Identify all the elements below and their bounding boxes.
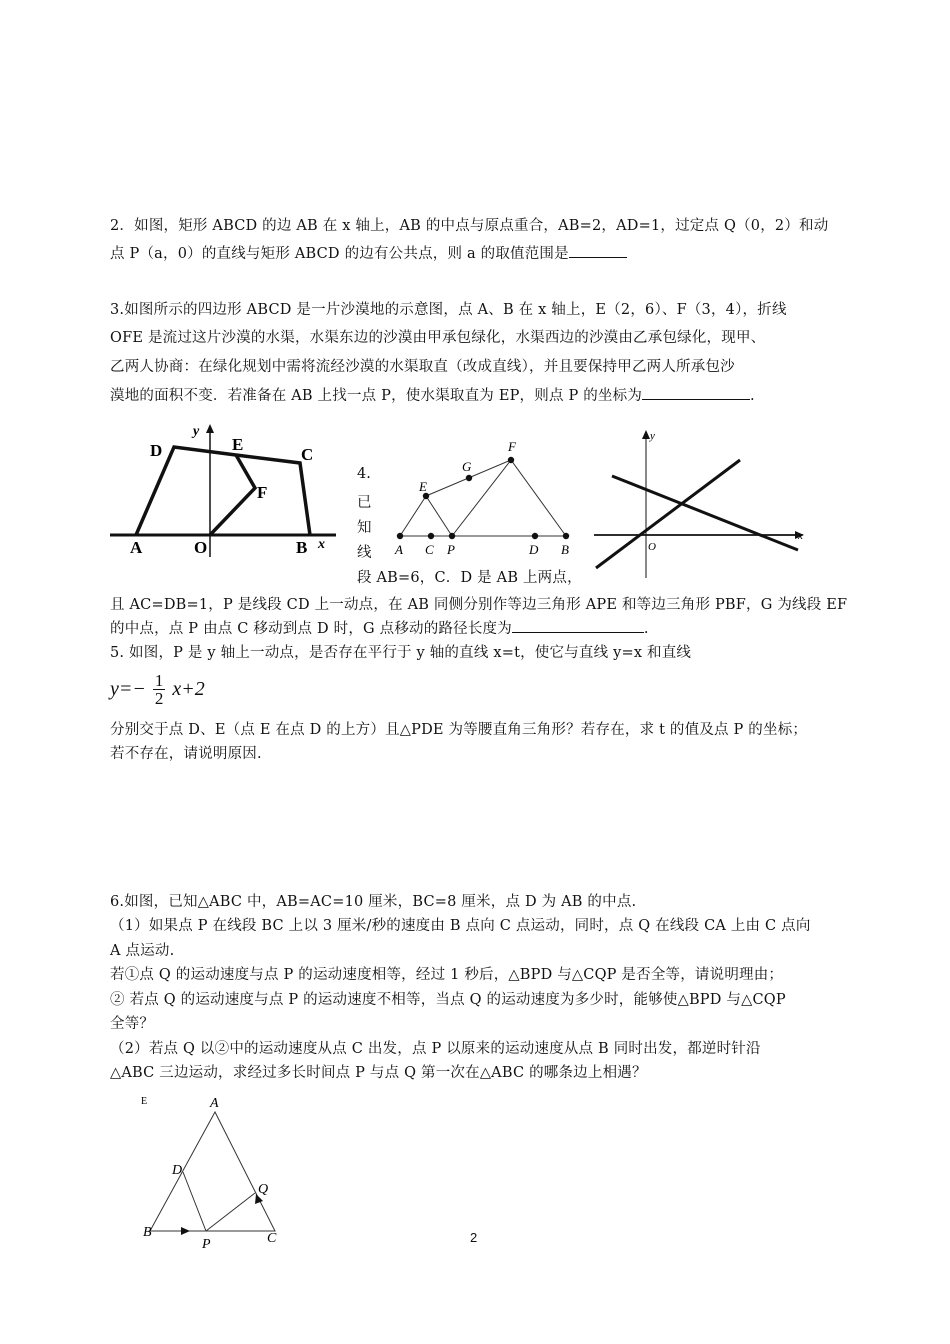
q6-line-3: A 点运动.	[110, 943, 175, 959]
q2-line-1: 2．如图，矩形 ABCD 的边 AB 在 x 轴上，AB 的中点与原点重合，AB=2，AD=1，过定点 Q（0，2）和动	[110, 218, 829, 234]
label-p: P	[202, 1237, 211, 1250]
q4-vertical-char-2: 已	[357, 495, 372, 511]
q5-equation	[110, 672, 205, 707]
label-y: y	[193, 424, 200, 439]
q2-line-2-text: 点 P（a，0）的直线与矩形 ABCD 的边有公共点，则 a 的取值范围是	[110, 246, 569, 262]
label-a: A	[395, 542, 403, 557]
q6-line-7: （2）若点 Q 以②中的运动速度从点 C 出发，点 P 以原来的运动速度从点 B 同时出发，都逆时针沿	[110, 1041, 761, 1057]
q6-line-6: 全等？	[110, 1016, 155, 1032]
q3-line-1: 3.如图所示的四边形 ABCD 是一片沙漠地的示意图，点 A、B 在 x 轴上，E（2，6）、F（3，4），折线	[110, 302, 787, 318]
q4-triangles-figure	[388, 436, 588, 560]
label-y: y	[650, 430, 655, 442]
label-b: B	[143, 1225, 152, 1240]
label-f: F	[508, 439, 516, 454]
q6-triangle-figure	[135, 1090, 295, 1250]
label-e: E	[141, 1096, 148, 1107]
label-b: B	[561, 542, 569, 557]
q4-vertical-char-3: 知	[357, 520, 372, 536]
q3-line-4-text: 漠地的面积不变．若准备在 AB 上找一点 P，使水渠取直为 EP，则点 P 的坐标为	[110, 388, 643, 404]
q4-line-3-end: .	[643, 621, 649, 637]
q5-line-2: 分别交于点 D、E（点 E 在点 D 的上方）且△PDE 为等腰直角三角形？若存在，求 t 的值及点 P 的坐标；	[110, 722, 808, 738]
q6-line-4: 若①点 Q 的运动速度与点 P 的运动速度相等，经过 1 秒后，△BPD 与△CQP 是否全等，请说明理由；	[110, 967, 784, 983]
q2-line-2	[110, 242, 627, 263]
segment-dp	[183, 1172, 206, 1231]
point-f	[508, 457, 514, 463]
q4-line-2: 且 AC=DB=1，P 是线段 CD 上一动点，在 AB 同侧分别作等边三角形 APE 和等边三角形 PBF，G 为线段 EF	[110, 597, 848, 613]
point-c	[428, 533, 434, 539]
q4-line-3-text: 的中点，点 P 由点 C 移动到点 D 时，G 点移动的路径长度为	[110, 621, 512, 637]
label-x: x	[318, 537, 325, 552]
q4-line-3	[110, 617, 649, 638]
point-d	[532, 533, 538, 539]
label-p: P	[447, 542, 455, 557]
q4-vertical-char-1: 4.	[357, 466, 371, 482]
label-c: C	[267, 1231, 277, 1246]
q2-answer-blank	[569, 243, 627, 258]
label-o: O	[648, 541, 656, 553]
q4-vertical-char-4: 线	[357, 545, 372, 561]
label-c: C	[425, 542, 434, 557]
triangle-ape	[400, 496, 452, 536]
triangle-abc	[150, 1112, 275, 1231]
q6-line-1: 6.如图，已知△ABC 中，AB=AC=10 厘米，BC=8 厘米，点 D 为 AB 的中点.	[110, 894, 637, 910]
label-c: C	[301, 445, 314, 464]
label-b: B	[296, 538, 308, 557]
label-a: A	[210, 1096, 219, 1111]
label-q: Q	[258, 1182, 269, 1197]
segment-pq	[206, 1193, 255, 1231]
q6-line-5: ② 若点 Q 的运动速度与点 P 的运动速度不相等，当点 Q 的运动速度为多少时，能够使△BPD 与△CQP	[110, 992, 786, 1008]
q3-desert-figure	[108, 420, 340, 560]
label-f: F	[257, 483, 268, 502]
q3-answer-blank	[642, 385, 750, 400]
label-x: x	[798, 530, 803, 542]
eq-denominator: 2	[154, 689, 164, 708]
y-axis-arrow	[642, 430, 650, 439]
q3-line-4-end: .	[750, 388, 755, 404]
label-d: D	[529, 542, 539, 557]
eq-lhs: y=−	[110, 678, 146, 700]
q3-line-2: OFE 是流过这片沙漠的水渠，水渠东边的沙漠由甲承包绿化，水渠西边的沙漠由乙承包绿化，现甲、	[110, 330, 766, 346]
eq-numerator: 1	[154, 671, 164, 690]
point-b	[563, 533, 569, 539]
point-a	[397, 533, 403, 539]
q6-line-8: △ABC 三边运动，求经过多长时间点 P 与点 Q 第一次在△ABC 的哪条边上相遇？	[110, 1065, 647, 1081]
q4-answer-blank	[512, 618, 644, 633]
q6-line-2: （1）如果点 P 在线段 BC 上以 3 厘米/秒的速度由 B 点向 C 点运动，同时，点 Q 在线段 CA 上由 C 点向	[110, 918, 811, 934]
arrow-b-to-c	[181, 1227, 190, 1235]
line-y-equals-x	[596, 460, 740, 568]
point-p	[449, 533, 455, 539]
y-axis-arrow	[206, 424, 214, 433]
q5-line-3: 若不存在，请说明原因.	[110, 746, 262, 762]
q5-line-1: 5. 如图，P 是 y 轴上一动点，是否存在平行于 y 轴的直线 x=t，使它与直线 y=x 和直线	[110, 645, 692, 661]
q5-lines-figure	[590, 426, 810, 582]
label-e: E	[232, 435, 244, 454]
q3-line-3: 乙两人协商：在绿化规划中需将流经沙漠的水渠取直（改成直线），并且要保持甲乙两人所承包沙	[110, 359, 735, 375]
label-a: A	[130, 538, 143, 557]
eq-fraction	[153, 672, 166, 707]
point-g	[466, 475, 472, 481]
canal-ofe	[210, 455, 255, 535]
label-g: G	[462, 459, 472, 474]
eq-rhs: x+2	[172, 678, 205, 700]
label-o: O	[194, 538, 208, 557]
label-d: D	[150, 441, 163, 460]
page-number: 2	[470, 1230, 478, 1245]
q4-line-1: 段 AB=6，C．D 是 AB 上两点，	[357, 570, 582, 586]
label-e: E	[419, 479, 427, 494]
label-d: D	[172, 1163, 183, 1178]
q3-line-4	[110, 384, 755, 405]
